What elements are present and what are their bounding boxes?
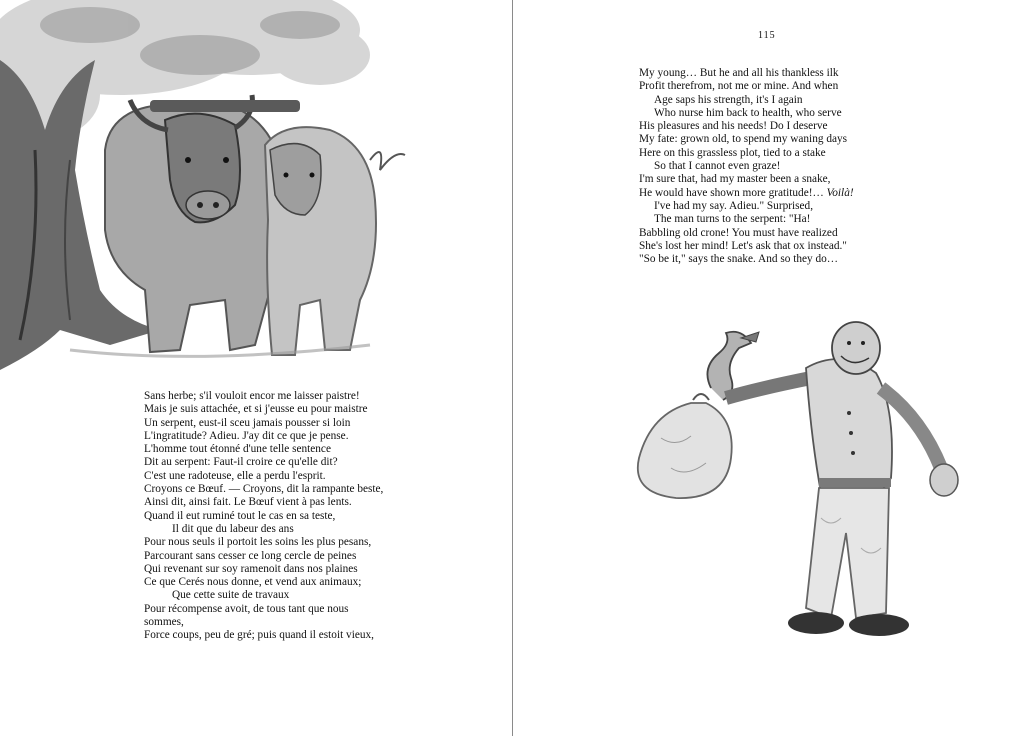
verse-line: My young… But he and all his thankless ilk: [639, 67, 839, 79]
verse-line: Mais je suis attachée, et si j'eusse eu pour maistre: [144, 403, 368, 416]
verse-line: The man turns to the serpent: "Ha!: [654, 213, 811, 226]
verse-line: Who nurse him back to health, who serve: [654, 106, 842, 119]
verse-line: Ce que Cerés nous donne, et vend aux animaux;: [144, 576, 362, 589]
verse-line: Croyons ce Bœuf. — Croyons, dit la rampante beste,: [144, 483, 384, 496]
verse-line: Quand il eut ruminé tout le cas en sa teste,: [144, 509, 336, 522]
verse-line: Ainsi dit, ainsi fait. Le Bœuf vient à pas lents.: [144, 496, 352, 509]
verse-line: Here on this grassless plot, tied to a stake: [639, 146, 826, 159]
verse-line: Pour récompense avoit, de tous tant que nous: [144, 602, 349, 615]
verse-line: Age saps his strength, it's I again: [654, 93, 803, 106]
verse-line: Sans herbe; s'il vouloit encor me laisser paistre!: [144, 390, 360, 402]
verse-line: L'homme tout étonné d'une telle sentence: [144, 443, 331, 456]
verse-line: Un serpent, eust-il sceu jamais pousser si loin: [144, 416, 351, 429]
english-verse: [639, 67, 854, 266]
french-verse: [144, 390, 383, 643]
oxen-illustration: [0, 0, 420, 370]
verse-line: Babbling old crone! You must have realized: [639, 226, 838, 239]
verse-line: So that I cannot even graze!: [654, 160, 781, 173]
verse-line: "So be it," says the snake. And so they do…: [639, 253, 839, 266]
verse-line: I've had my say. Adieu." Surprised,: [654, 199, 814, 212]
verse-line: My fate: grown old, to spend my waning days: [639, 133, 848, 146]
verse-text: He would have shown more gratitude!…: [639, 186, 824, 199]
verse-line: Qui revenant sur soy ramenoit dans nos plaines: [144, 562, 358, 575]
verse-line: [639, 187, 854, 200]
verse-line: sommes,: [144, 616, 184, 629]
verse-line: Dit au serpent: Faut-il croire ce qu'elle dit?: [144, 456, 338, 469]
verse-line: She's lost her mind! Let's ask that ox instead.": [639, 239, 847, 252]
verse-line: Il dit que du labeur des ans: [172, 522, 294, 535]
verse-line: I'm sure that, had my master been a snake,: [639, 173, 831, 186]
verse-line: Pour nous seuls il portoit les soins les plus pesans,: [144, 536, 372, 549]
verse-line: L'ingratitude? Adieu. J'ay dit ce que je pense.: [144, 429, 349, 442]
verse-line: Parcourant sans cesser ce long cercle de peines: [144, 549, 357, 562]
man-illustration: [631, 318, 976, 668]
verse-line: Que cette suite de travaux: [172, 589, 290, 602]
verse-line: C'est une radoteuse, elle a perdu l'esprit.: [144, 469, 326, 482]
right-page: [513, 0, 1024, 736]
verse-line: Profit therefrom, not me or mine. And when: [639, 80, 839, 93]
verse-emphasis: Voilà!: [826, 186, 854, 199]
verse-line: His pleasures and his needs! Do I deserve: [639, 120, 828, 133]
page-number: 115: [758, 30, 776, 41]
verse-line: Force coups, peu de gré; puis quand il estoit vieux,: [144, 629, 374, 642]
